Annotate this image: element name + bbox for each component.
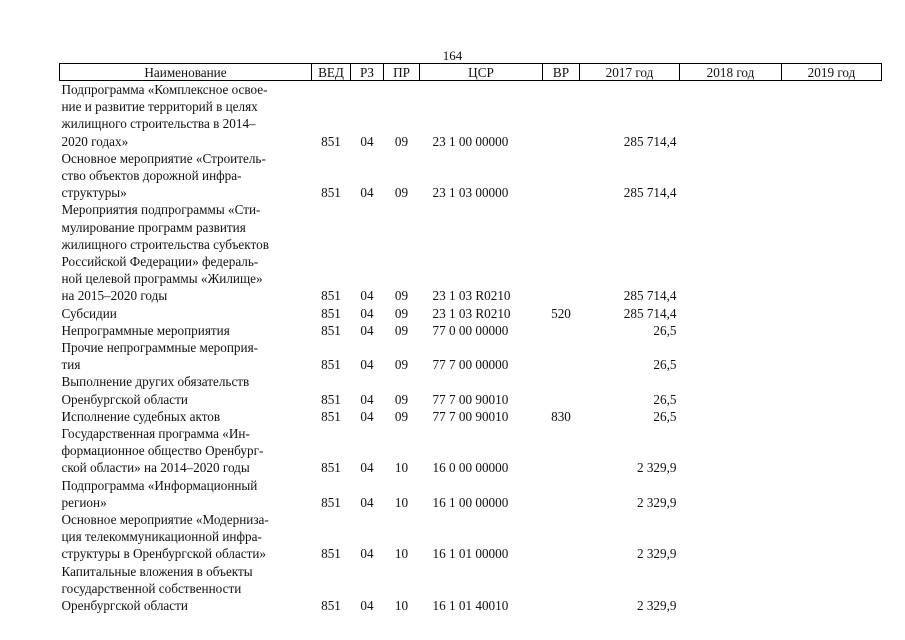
row-2019 [782, 81, 882, 150]
row-2019 [782, 425, 882, 477]
row-2018 [680, 150, 782, 202]
row-pr: 09 [394, 322, 409, 338]
row-vr [543, 563, 580, 615]
row-ved: 851 [321, 460, 341, 476]
row-2017: 26,5 [653, 408, 677, 424]
row-2018 [680, 305, 782, 322]
row-csr: 16 1 01 00000 [432, 546, 509, 562]
row-pr: 09 [394, 185, 409, 201]
row-vr [543, 511, 580, 563]
row-2018 [680, 425, 782, 477]
row-vr [543, 201, 580, 304]
row-csr: 77 7 00 90010 [432, 391, 509, 407]
row-csr: 16 0 00 00000 [432, 460, 509, 476]
row-2019 [782, 305, 882, 322]
row-2018 [680, 201, 782, 304]
row-2017: 2 329,9 [636, 546, 677, 562]
page-number: 164 [442, 48, 463, 63]
row-name: Государственная программа «Ин- формационное общество Оренбург- ской области» на 2014–2020 годы [61, 426, 264, 476]
row-2017: 285 714,4 [623, 133, 677, 149]
row-2018 [680, 563, 782, 615]
row-pr: 09 [394, 305, 409, 321]
row-ved: 851 [321, 546, 341, 562]
budget-table [59, 63, 882, 614]
row-2018 [680, 81, 782, 150]
row-2019 [782, 201, 882, 304]
table-row [60, 563, 882, 615]
row-vr: 520 [551, 305, 571, 321]
row-pr: 09 [394, 133, 409, 149]
header-csr: ЦСР [420, 64, 543, 81]
row-vr [543, 425, 580, 477]
row-2017: 26,5 [653, 357, 677, 373]
row-name: Непрограммные мероприятия [61, 322, 230, 338]
row-rz: 04 [360, 357, 374, 373]
row-vr [543, 322, 580, 339]
row-pr: 10 [394, 494, 409, 510]
row-2017: 26,5 [653, 322, 677, 338]
row-pr: 10 [394, 460, 409, 476]
row-2018 [680, 408, 782, 425]
row-pr: 09 [394, 288, 409, 304]
row-csr: 77 7 00 00000 [432, 357, 509, 373]
header-pr: ПР [384, 64, 420, 81]
row-csr: 16 1 01 40010 [432, 598, 509, 614]
table-row [60, 339, 882, 373]
row-vr: 830 [551, 408, 571, 424]
row-name: Основное мероприятие «Строитель- ство объектов дорожной инфра- структуры» [61, 150, 266, 201]
row-name: Основное мероприятие «Модерниза- ция телекоммуникационной инфра- структуры в Оренбургской области» [61, 512, 269, 562]
row-csr: 23 1 00 00000 [432, 133, 509, 149]
row-2017: 285 714,4 [623, 288, 677, 304]
row-rz: 04 [360, 598, 374, 614]
row-2018 [680, 339, 782, 373]
row-ved: 851 [321, 133, 341, 149]
row-rz: 04 [360, 133, 374, 149]
row-csr: 23 1 03 00000 [432, 185, 509, 201]
row-ved: 851 [321, 185, 341, 201]
row-2018 [680, 477, 782, 511]
row-ved: 851 [321, 322, 341, 338]
row-2018 [680, 322, 782, 339]
table-row [60, 373, 882, 407]
row-vr [543, 81, 580, 150]
table-row [60, 425, 882, 477]
row-vr [543, 339, 580, 373]
row-ved: 851 [321, 288, 341, 304]
row-name: Исполнение судебных актов [61, 408, 221, 424]
row-ved: 851 [321, 357, 341, 373]
row-rz: 04 [360, 460, 374, 476]
row-vr [543, 373, 580, 407]
row-vr [543, 150, 580, 202]
table-row [60, 305, 882, 322]
header-vr: ВР [543, 64, 580, 81]
row-rz: 04 [360, 322, 374, 338]
table-body [60, 81, 882, 615]
row-rz: 04 [360, 408, 374, 424]
row-name: Подпрограмма «Комплексное освое- ние и развитие территорий в целях жилищного строительства в 2014– 2020 годах» [61, 82, 268, 149]
row-csr: 23 1 03 R0210 [432, 305, 511, 321]
row-csr: 77 7 00 90010 [432, 408, 509, 424]
row-rz: 04 [360, 305, 374, 321]
row-2018 [680, 511, 782, 563]
row-name: Выполнение других обязательств Оренбургской области [61, 374, 250, 407]
row-name: Мероприятия подпрограммы «Сти- мулирование программ развития жилищного строительства субъектов Российской Федерации» федераль- ной целевой программы «Жилище» на 2015–2020 годы [61, 202, 269, 304]
row-rz: 04 [360, 185, 374, 201]
row-pr: 10 [394, 546, 409, 562]
row-ved: 851 [321, 305, 341, 321]
table-row [60, 322, 882, 339]
row-rz: 04 [360, 546, 374, 562]
row-2019 [782, 322, 882, 339]
row-rz: 04 [360, 494, 374, 510]
row-name: Прочие непрограммные мероприя- тия [61, 340, 259, 373]
header-name: Наименование [60, 64, 312, 81]
row-2019 [782, 373, 882, 407]
row-2019 [782, 477, 882, 511]
row-name: Субсидии [61, 305, 117, 321]
row-2019 [782, 563, 882, 615]
row-2017: 2 329,9 [636, 494, 677, 510]
row-ved: 851 [321, 391, 341, 407]
row-2019 [782, 408, 882, 425]
row-2017: 2 329,9 [636, 598, 677, 614]
table-row [60, 81, 882, 150]
header-2019: 2019 год [782, 64, 882, 81]
row-name: Подпрограмма «Информационный регион» [61, 477, 258, 510]
row-rz: 04 [360, 288, 374, 304]
row-2019 [782, 511, 882, 563]
row-2017: 2 329,9 [636, 460, 677, 476]
row-rz: 04 [360, 391, 374, 407]
row-pr: 09 [394, 357, 409, 373]
row-name: Капитальные вложения в объекты государственной собственности Оренбургской области [61, 563, 253, 614]
row-pr: 09 [394, 391, 409, 407]
table-row [60, 408, 882, 425]
header-rz: РЗ [351, 64, 384, 81]
header-ved: ВЕД [312, 64, 351, 81]
row-ved: 851 [321, 598, 341, 614]
row-vr [543, 477, 580, 511]
table-row [60, 477, 882, 511]
table-row [60, 511, 882, 563]
table-row [60, 201, 882, 304]
row-ved: 851 [321, 408, 341, 424]
row-csr: 23 1 03 R0210 [432, 288, 511, 304]
row-2017: 26,5 [653, 391, 677, 407]
row-csr: 77 0 00 00000 [432, 322, 509, 338]
row-pr: 09 [394, 408, 409, 424]
header-row [60, 64, 882, 81]
table-row [60, 150, 882, 202]
row-ved: 851 [321, 494, 341, 510]
row-2017: 285 714,4 [623, 185, 677, 201]
row-csr: 16 1 00 00000 [432, 494, 509, 510]
row-pr: 10 [394, 598, 409, 614]
header-2017: 2017 год [580, 64, 680, 81]
header-2018: 2018 год [680, 64, 782, 81]
row-2018 [680, 373, 782, 407]
row-2019 [782, 339, 882, 373]
row-2019 [782, 150, 882, 202]
row-2017: 285 714,4 [623, 305, 677, 321]
